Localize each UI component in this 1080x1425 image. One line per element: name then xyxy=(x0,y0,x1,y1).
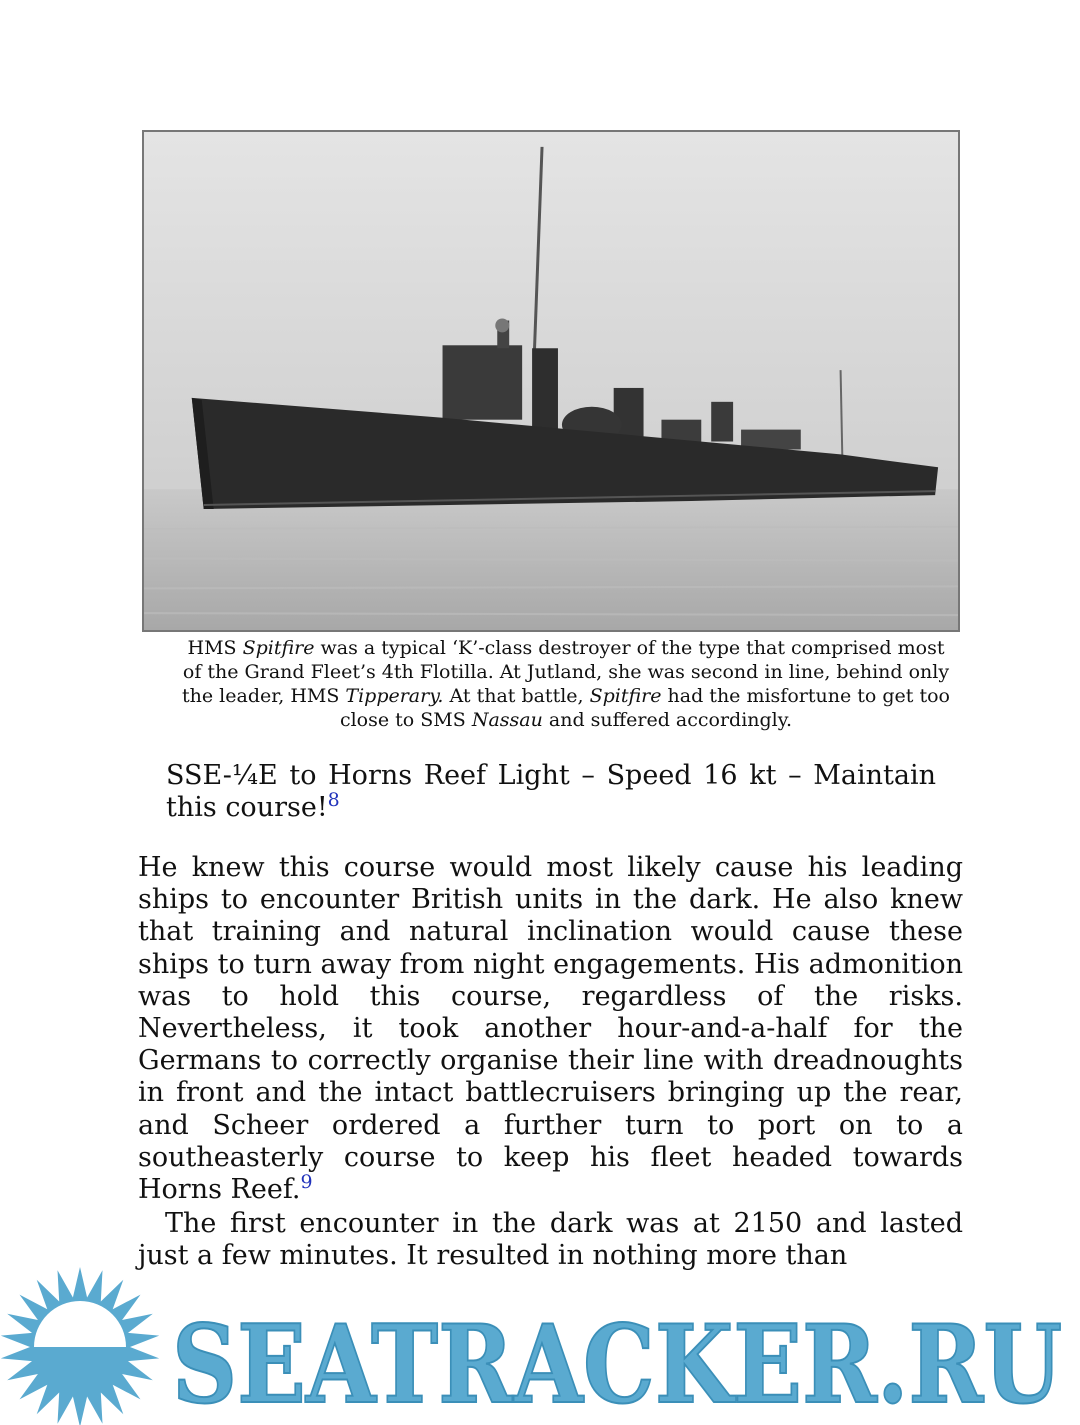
paragraph-1-text: He knew this course would most likely cause his leading ships to encounter British units in the dark. He also knew that training and natural inclination would cause these ships to turn away from night engagements. His admonition was to hold this course, regardless of the risks. Nevertheless, it took another hour-and-a-half for the Germans to correctly organise their line with dreadnoughts in front and the intact battlecruisers bringing up the rear, and Scheer ordered a further turn to port on to a southeasterly course to keep his fleet headed towards Horns Reef. xyxy=(138,852,963,1206)
caption-text: HMS xyxy=(187,637,243,659)
caption-ship-name: Tipperary. xyxy=(345,685,444,707)
watermark xyxy=(0,1262,1080,1425)
ship-photo-image xyxy=(144,132,958,630)
paragraph-2-text: The first encounter in the dark was at 2150 and lasted just a few minutes. It resulted in nothing more than xyxy=(138,1208,963,1272)
body-text xyxy=(138,852,963,1273)
signal-quote xyxy=(166,760,936,824)
caption-ship-name: Spitfire xyxy=(589,685,662,707)
caption-ship-name: Nassau xyxy=(471,709,543,731)
figure-caption xyxy=(180,636,952,732)
caption-ship-name: Spitfire xyxy=(242,637,315,659)
paragraph-1 xyxy=(138,852,963,1206)
watermark-text: SEATRACKER.RU xyxy=(172,1302,1062,1425)
caption-text: was a typical ‘K’-class destroyer of the type that comprised most of the Grand Fleet’s 4th Flotilla. At Jutland, she was second in line, behind only the leader, HMS xyxy=(182,637,950,707)
sun-icon xyxy=(1,1267,159,1425)
ship-photo xyxy=(142,130,960,632)
caption-text: and suffered accordingly. xyxy=(542,709,793,731)
caption-text: At that battle, xyxy=(443,685,590,707)
caption-text: had the misfortune to get too close to SMS xyxy=(339,685,950,731)
watermark-graphic xyxy=(0,1262,1080,1425)
footnote-link-9[interactable]: 9 xyxy=(300,1171,313,1194)
footnote-link-8[interactable]: 8 xyxy=(327,789,340,811)
quote-text: SSE-¼E to Horns Reef Light – Speed 16 kt – Maintain this course! xyxy=(166,760,936,823)
